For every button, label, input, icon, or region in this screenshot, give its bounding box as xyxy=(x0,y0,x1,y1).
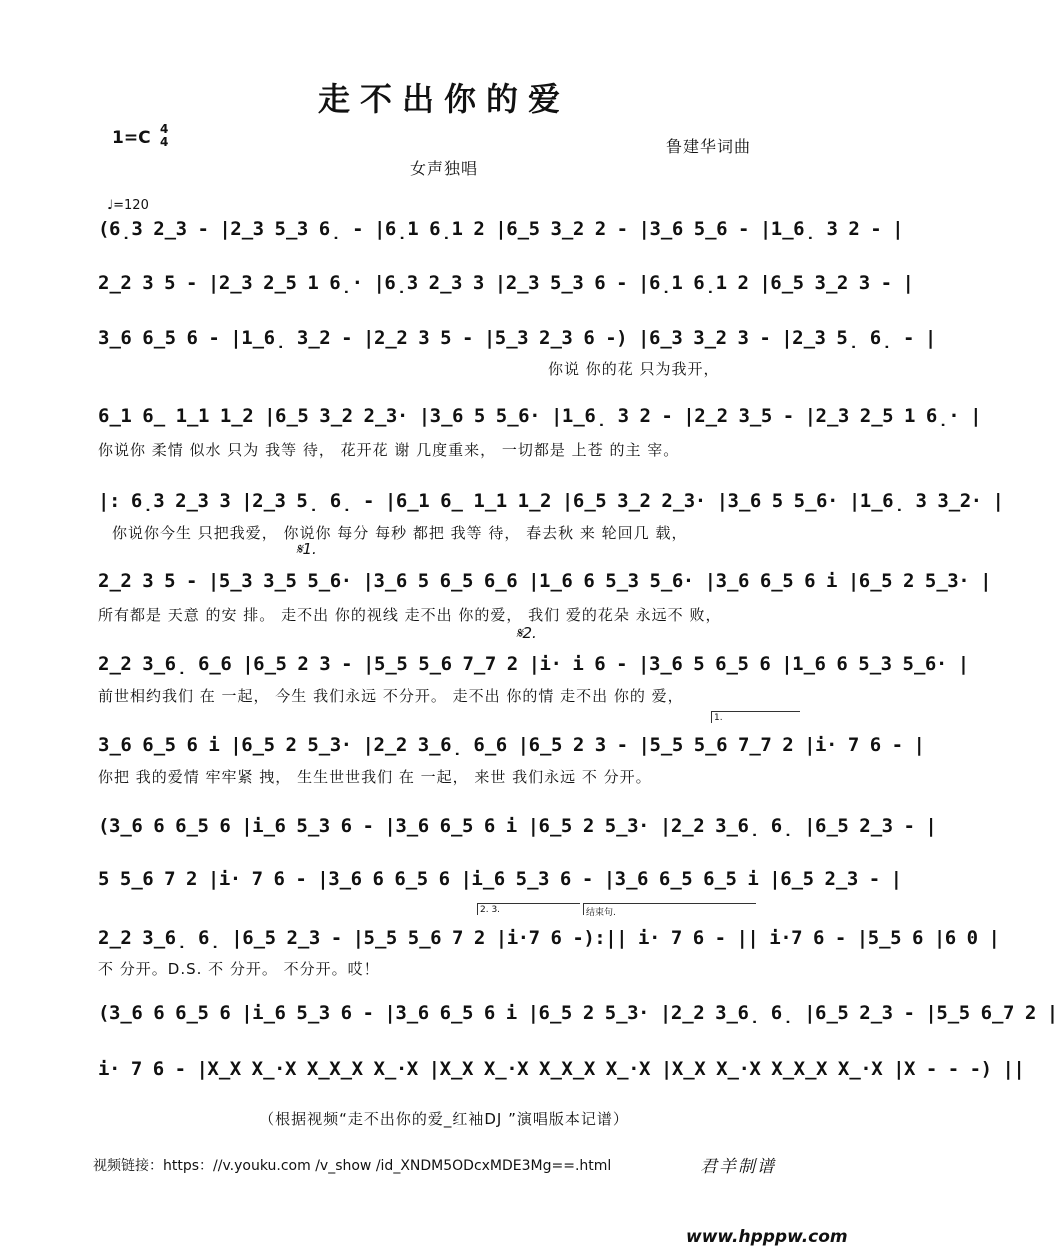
transcriber-signature: 君羊制谱 xyxy=(700,1157,776,1177)
performance-type: 女声独唱 xyxy=(410,159,479,178)
lyric-line-5: 你说你今生 只把我爱， 你说你 每分 每秒 都把 我等 待， 春去秋 来 轮回几 载， xyxy=(112,524,688,542)
time-signature-top: 4 xyxy=(160,122,169,136)
staff-line-10: 5 5̲6 7 2 |i· 7 6 - |3̲6 6 6̲5 6 |i̲6 5̲3 6 - |3̲6 6̲5 6̲5 i |6̲5 2̲3 - | xyxy=(98,868,902,890)
lyric-line-3: 你说 你的花 只为我开， xyxy=(548,360,720,378)
staff-line-9: (3̲6 6 6̲5 6 |i̲6 5̲3 6 - |3̲6 6̲5 6 i |6̲5 2 5̲3· |2̲2 3̲6̣ 6̣ |6̲5 2̲3 - | xyxy=(98,815,937,837)
video-link[interactable]: 视频链接：https：//v.youku.com /v_show /id_XNDM5ODcxMDE3Mg==.html xyxy=(93,1158,612,1174)
staff-line-4: 6̲1 6̲ 1̲1 1̲2 |6̲5 3̲2 2̲3· |3̲6 5 5̲6· |1̲6̣ 3 2 - |2̲2 3̲5 - |2̲3 2̲5 1 6̣· | xyxy=(98,405,982,427)
site-watermark: www.hpppw.com xyxy=(686,1227,848,1247)
staff-line-5: |: 6̣3 2̲3 3 |2̲3 5̣ 6̣ - |6̲1 6̲ 1̲1 1̲2 |6̲5 3̲2 2̲3· |3̲6 5 5̲6· |1̲6̣ 3 3̲2· | xyxy=(98,490,1004,512)
staff-line-12: (3̲6 6 6̲5 6 |i̲6 5̲3 6 - |3̲6 6̲5 6 i |6̲5 2 5̲3· |2̲2 3̲6̣ 6̣ |6̲5 2̲3 - |5̲5 6̲7 2 | xyxy=(98,1002,1058,1024)
staff-line-1: (6̣3 2̲3 - |2̲3 5̲3 6̣ - |6̣1 6̣1 2 |6̲5 3̲2 2 - |3̲6 5̲6 - |1̲6̣ 3 2 - | xyxy=(98,218,904,240)
staff-line-11: 2̲2 3̲6̣ 6̣ |6̲5 2̲3 - |5̲5 5̲6 7 2 |i·7 6 -):|| i· 7 6 - || i·7 6 - |5̲5 6 |6 0 | xyxy=(98,927,1000,949)
time-signature xyxy=(160,123,168,149)
key-signature: 1=C xyxy=(112,128,151,148)
composer-credit: 鲁建华词曲 xyxy=(666,137,752,156)
staff-line-3: 3̲6 6̲5 6 - |1̲6̣ 3̲2 - |2̲2 3 5 - |5̲3 2̲3 6 -) |6̲3 3̲2 3 - |2̲3 5̣ 6̣ - | xyxy=(98,327,936,349)
staff-line-8: 3̲6 6̲5 6 i |6̲5 2 5̲3· |2̲2 3̲6̣ 6̲6 |6̲5 2 3 - |5̲5 5̲6 7̲7 2 |i· 7 6 - | xyxy=(98,734,925,756)
staff-line-6: 2̲2 3 5 - |5̲3 3̲5 5̲6· |3̲6 5 6̲5 6̲6 |1̲6 6 5̲3 5̲6· |3̲6 6̲5 6 i |6̲5 2 5̲3· | xyxy=(98,570,992,592)
staff-line-7: 2̲2 3̲6̣ 6̲6 |6̲5 2 3 - |5̲5 5̲6 7̲7 2 |i· i 6 - |3̲6 5 6̲5 6 |1̲6 6 5̲3 5̲6· | xyxy=(98,653,969,675)
lyric-line-6: 所有都是 天意 的安 排。 走不出 你的视线 走不出 你的爱， 我们 爱的花朵 永远不 败， xyxy=(98,606,722,624)
segno-mark-1: 𝄋1. xyxy=(296,540,317,558)
tempo-marking: ♩=120 xyxy=(107,198,149,213)
volta-bracket-1: 1. xyxy=(711,711,800,723)
lyric-line-8: 你把 我的爱情 牢牢紧 拽， 生生世世我们 在 一起， 来世 我们永远 不 分开。 xyxy=(98,768,652,786)
staff-line-13: i· 7 6 - |X̲X X̲·X X̲X̲X X̲·X |X̲X X̲·X X̲X̲X X̲·X |X̲X X̲·X X̲X̲X X̲·X |X - - -) || xyxy=(98,1058,1025,1080)
song-title: 走不出你的爱 xyxy=(317,80,570,118)
transcription-note: （根据视频“走不出你的爱_红袖DJ ”演唱版本记谱） xyxy=(259,1110,629,1128)
volta-bracket-23: 2. 3. xyxy=(477,903,580,915)
lyric-line-4: 你说你 柔情 似水 只为 我等 待， 花开花 谢 几度重来， 一切都是 上苍 的主 宰。 xyxy=(98,441,680,459)
lyric-line-11: 不 分开。D.S. 不 分开。 不分开。哎！ xyxy=(98,960,380,978)
ending-bracket: 结束句. xyxy=(583,903,756,915)
time-signature-bottom: 4 xyxy=(160,135,169,149)
staff-line-2: 2̲2 3 5 - |2̲3 2̲5 1 6̣· |6̣3 2̲3 3 |2̲3 5̲3 6 - |6̣1 6̣1 2 |6̲5 3̲2 3 - | xyxy=(98,272,914,294)
segno-mark-2: 𝄋2. xyxy=(516,624,537,642)
lyric-line-7: 前世相约我们 在 一起， 今生 我们永远 不分开。 走不出 你的情 走不出 你的 爱， xyxy=(98,687,684,705)
